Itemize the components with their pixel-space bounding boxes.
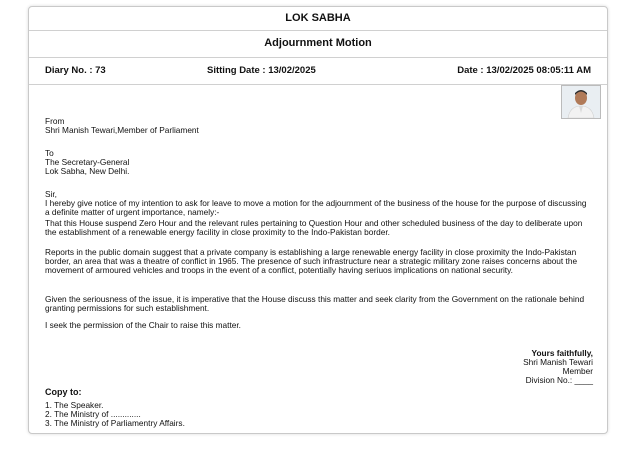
copy-to-title: Copy to: bbox=[45, 387, 82, 397]
diary-number: Diary No. : 73 bbox=[45, 65, 106, 76]
division-number: Division No.: ____ bbox=[525, 375, 593, 385]
motion-type-title: Adjournment Motion bbox=[29, 30, 607, 58]
from-label: From bbox=[45, 116, 65, 126]
meta-row bbox=[29, 57, 607, 85]
motion-document bbox=[28, 6, 608, 434]
copy-to-item: 2. The Ministry of ............. bbox=[45, 409, 141, 420]
paragraph-5: I seek the permission of the Chair to raise this matter. bbox=[45, 320, 241, 330]
copy-to-list bbox=[45, 401, 185, 429]
house-title: LOK SABHA bbox=[29, 7, 607, 31]
copy-to-item: 1. The Speaker. bbox=[45, 400, 104, 410]
signatory-name: Shri Manish Tewari bbox=[523, 357, 593, 367]
submission-date: Date : 13/02/2025 08:05:11 AM bbox=[457, 65, 591, 76]
signatory-designation: Member bbox=[562, 366, 593, 376]
paragraph-1: I hereby give notice of my intention to ask for leave to move a motion for the adjournment of the business of the house for the purpose of discussing a definite matter of urgent importance, namely:- bbox=[45, 198, 587, 217]
to-line-2: Lok Sabha, New Delhi. bbox=[45, 166, 130, 176]
closing: Yours faithfully, bbox=[531, 348, 593, 358]
paragraph-4: Given the seriousness of the issue, it is imperative that the House discuss this matter and seek clarity from the Government on the rationale behind granting permissions for such establishment. bbox=[45, 294, 585, 313]
salutation: Sir, bbox=[45, 189, 57, 199]
paragraph-3: Reports in the public domain suggest that a private company is establishing a large renewable energy facility in close proximity the Indo-Pakistan border, an area that was a theatre of conflict in 1965. The presence of such infrastructure near a strategic military zone raises concerns about the movement of armoured vehicles and troops in the event of a conflict, potentially having seriuos implications on national security. bbox=[45, 247, 578, 275]
copy-to-item: 3. The Ministry of Parliamentry Affairs. bbox=[45, 418, 185, 429]
sitting-date: Sitting Date : 13/02/2025 bbox=[207, 65, 316, 76]
to-label: To bbox=[45, 148, 54, 158]
paragraph-2: That this House suspend Zero Hour and the relevant rules pertaining to Question Hour and other scheduled business of the day to deliberate upon the establishment of a renewable energy facility in close proximity to the Indo-Pakistan border. bbox=[45, 218, 583, 237]
from-name: Shri Manish Tewari,Member of Parliament bbox=[45, 125, 199, 135]
member-photo bbox=[561, 85, 601, 119]
to-line-1: The Secretary-General bbox=[45, 157, 130, 167]
